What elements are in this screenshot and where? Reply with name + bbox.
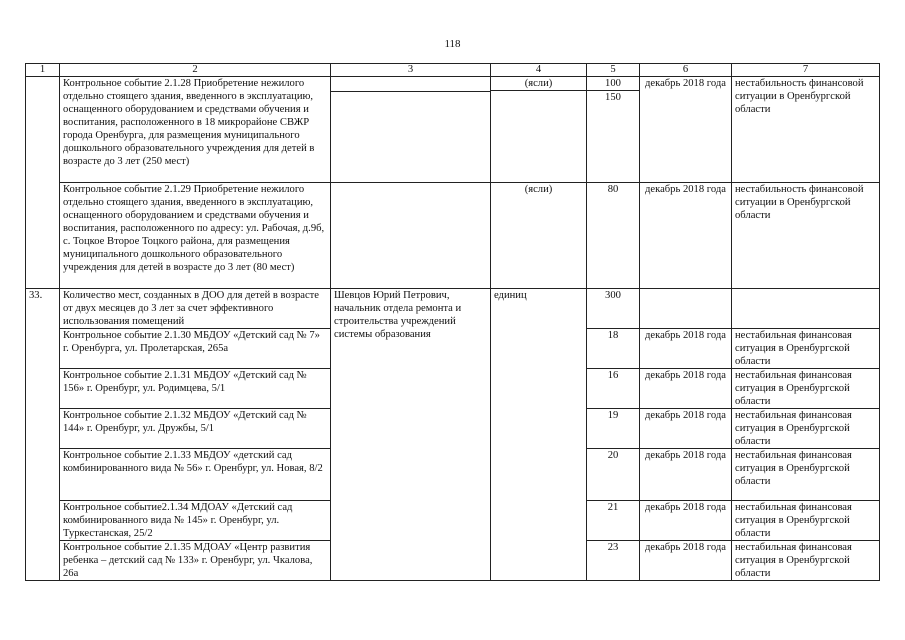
page-number: 118	[444, 38, 461, 50]
event-cell: Контрольное событие2.1.34 МДОАУ «Детский сад комбинированного вида № 145» г. Оренбург, ул. Туркестанская, 25/2	[60, 501, 331, 541]
header-cell: 2	[60, 64, 331, 77]
risk-cell: нестабильная финансовая ситуация в Оренбургской области	[732, 369, 880, 409]
unit-label: (ясли)	[524, 78, 553, 89]
deadline-cell: декабрь 2018 года	[640, 77, 732, 183]
risk-cell: нестабильная финансовая ситуация в Оренбургской области	[732, 449, 880, 501]
deadline-cell: декабрь 2018 года	[640, 409, 732, 449]
value-cell: 300	[587, 289, 640, 329]
header-cell: 5	[587, 64, 640, 77]
risk-cell: нестабильность финансовой ситуации в Оренбургской области	[732, 77, 880, 183]
value-cell: 19	[587, 409, 640, 449]
value-cell: 80	[587, 183, 640, 289]
table-row	[26, 289, 880, 329]
table-row	[26, 77, 880, 183]
event-cell: Контрольное событие 2.1.29 Приобретение нежилого отдельно стоящего здания, введенного в эксплуатацию, оснащенного оборудованием и средствами обучения и воспитания, расположенного по адресу: ул. Рабочая, д.9б, с. Тоцкое Второе Тоцкого района, для размещения муниципального дошкольного образовательного учреждения для детей в возрасте до 3 лет (80 мест)	[60, 183, 331, 289]
risk-cell: нестабильная финансовая ситуация в Оренбургской области	[732, 501, 880, 541]
value-cell: 16	[587, 369, 640, 409]
header-cell: 7	[732, 64, 880, 77]
responsible-cell	[331, 183, 491, 289]
risk-cell: нестабильная финансовая ситуация в Оренбургской области	[732, 409, 880, 449]
header-cell: 3	[331, 64, 491, 77]
value-cell: 18	[587, 329, 640, 369]
deadline-cell: декабрь 2018 года	[640, 449, 732, 501]
event-cell: Контрольное событие 2.1.28 Приобретение нежилого отдельно стоящего здания, введенного в эксплуатацию, оснащенного оборудованием и средствами обучения и воспитания, расположенного в 18 микрорайоне СВЖР города Оренбурга, для размещения муниципального дошкольного образовательного учреждения для детей в возрасте до 3 лет (250 мест)	[60, 77, 331, 183]
value-1: 100	[605, 78, 621, 89]
deadline-cell: декабрь 2018 года	[640, 369, 732, 409]
event-cell: Контрольное событие 2.1.33 МБДОУ «детский сад комбинированного вида № 56» г. Оренбург, ул. Новая, 8/2	[60, 449, 331, 501]
risk-cell: нестабильность финансовой ситуации в Оренбургской области	[732, 183, 880, 289]
value-cell: 23	[587, 541, 640, 581]
deadline-cell: декабрь 2018 года	[640, 541, 732, 581]
table-row	[26, 183, 880, 289]
header-cell: 4	[491, 64, 587, 77]
header-row	[26, 64, 880, 77]
unit-cell	[491, 77, 587, 183]
deadline-cell: декабрь 2018 года	[640, 501, 732, 541]
deadline-cell: декабрь 2018 года	[640, 183, 732, 289]
value-cell: 21	[587, 501, 640, 541]
unit-cell: (ясли)	[491, 183, 587, 289]
deadline-cell	[640, 289, 732, 329]
deadline-cell: декабрь 2018 года	[640, 329, 732, 369]
header-cell: 6	[640, 64, 732, 77]
event-cell: Контрольное событие 2.1.30 МБДОУ «Детский сад № 7» г. Оренбурга, ул. Пролетарская, 265а	[60, 329, 331, 369]
value-cell: 20	[587, 449, 640, 501]
plan-table	[25, 63, 880, 581]
responsible-cell: Шевцов Юрий Петрович, начальник отдела ремонта и строительства учреждений системы образования	[331, 289, 491, 581]
risk-cell	[732, 289, 880, 329]
value-2: 150	[587, 90, 639, 104]
value-cell	[587, 77, 640, 183]
event-cell: Контрольное событие 2.1.31 МБДОУ «Детский сад № 156» г. Оренбург, ул. Родимцева, 5/1	[60, 369, 331, 409]
row-number-cell	[26, 77, 60, 289]
event-cell: Контрольное событие 2.1.32 МБДОУ «Детский сад № 144» г. Оренбург, ул. Дружбы, 5/1	[60, 409, 331, 449]
indicator-cell: Количество мест, созданных в ДОО для детей в возрасте от двух месяцев до 3 лет за счет эффективного использования помещений	[60, 289, 331, 329]
header-cell: 1	[26, 64, 60, 77]
risk-cell: нестабильная финансовая ситуация в Оренбургской области	[732, 329, 880, 369]
unit-cell: единиц	[491, 289, 587, 581]
event-cell: Контрольное событие 2.1.35 МДОАУ «Центр развития ребенка – детский сад № 133» г. Оренбург, ул. Чкалова, 26а	[60, 541, 331, 581]
responsible-cell	[331, 77, 491, 183]
risk-cell: нестабильная финансовая ситуация в Оренбургской области	[732, 541, 880, 581]
row-number-cell: 33.	[26, 289, 60, 581]
